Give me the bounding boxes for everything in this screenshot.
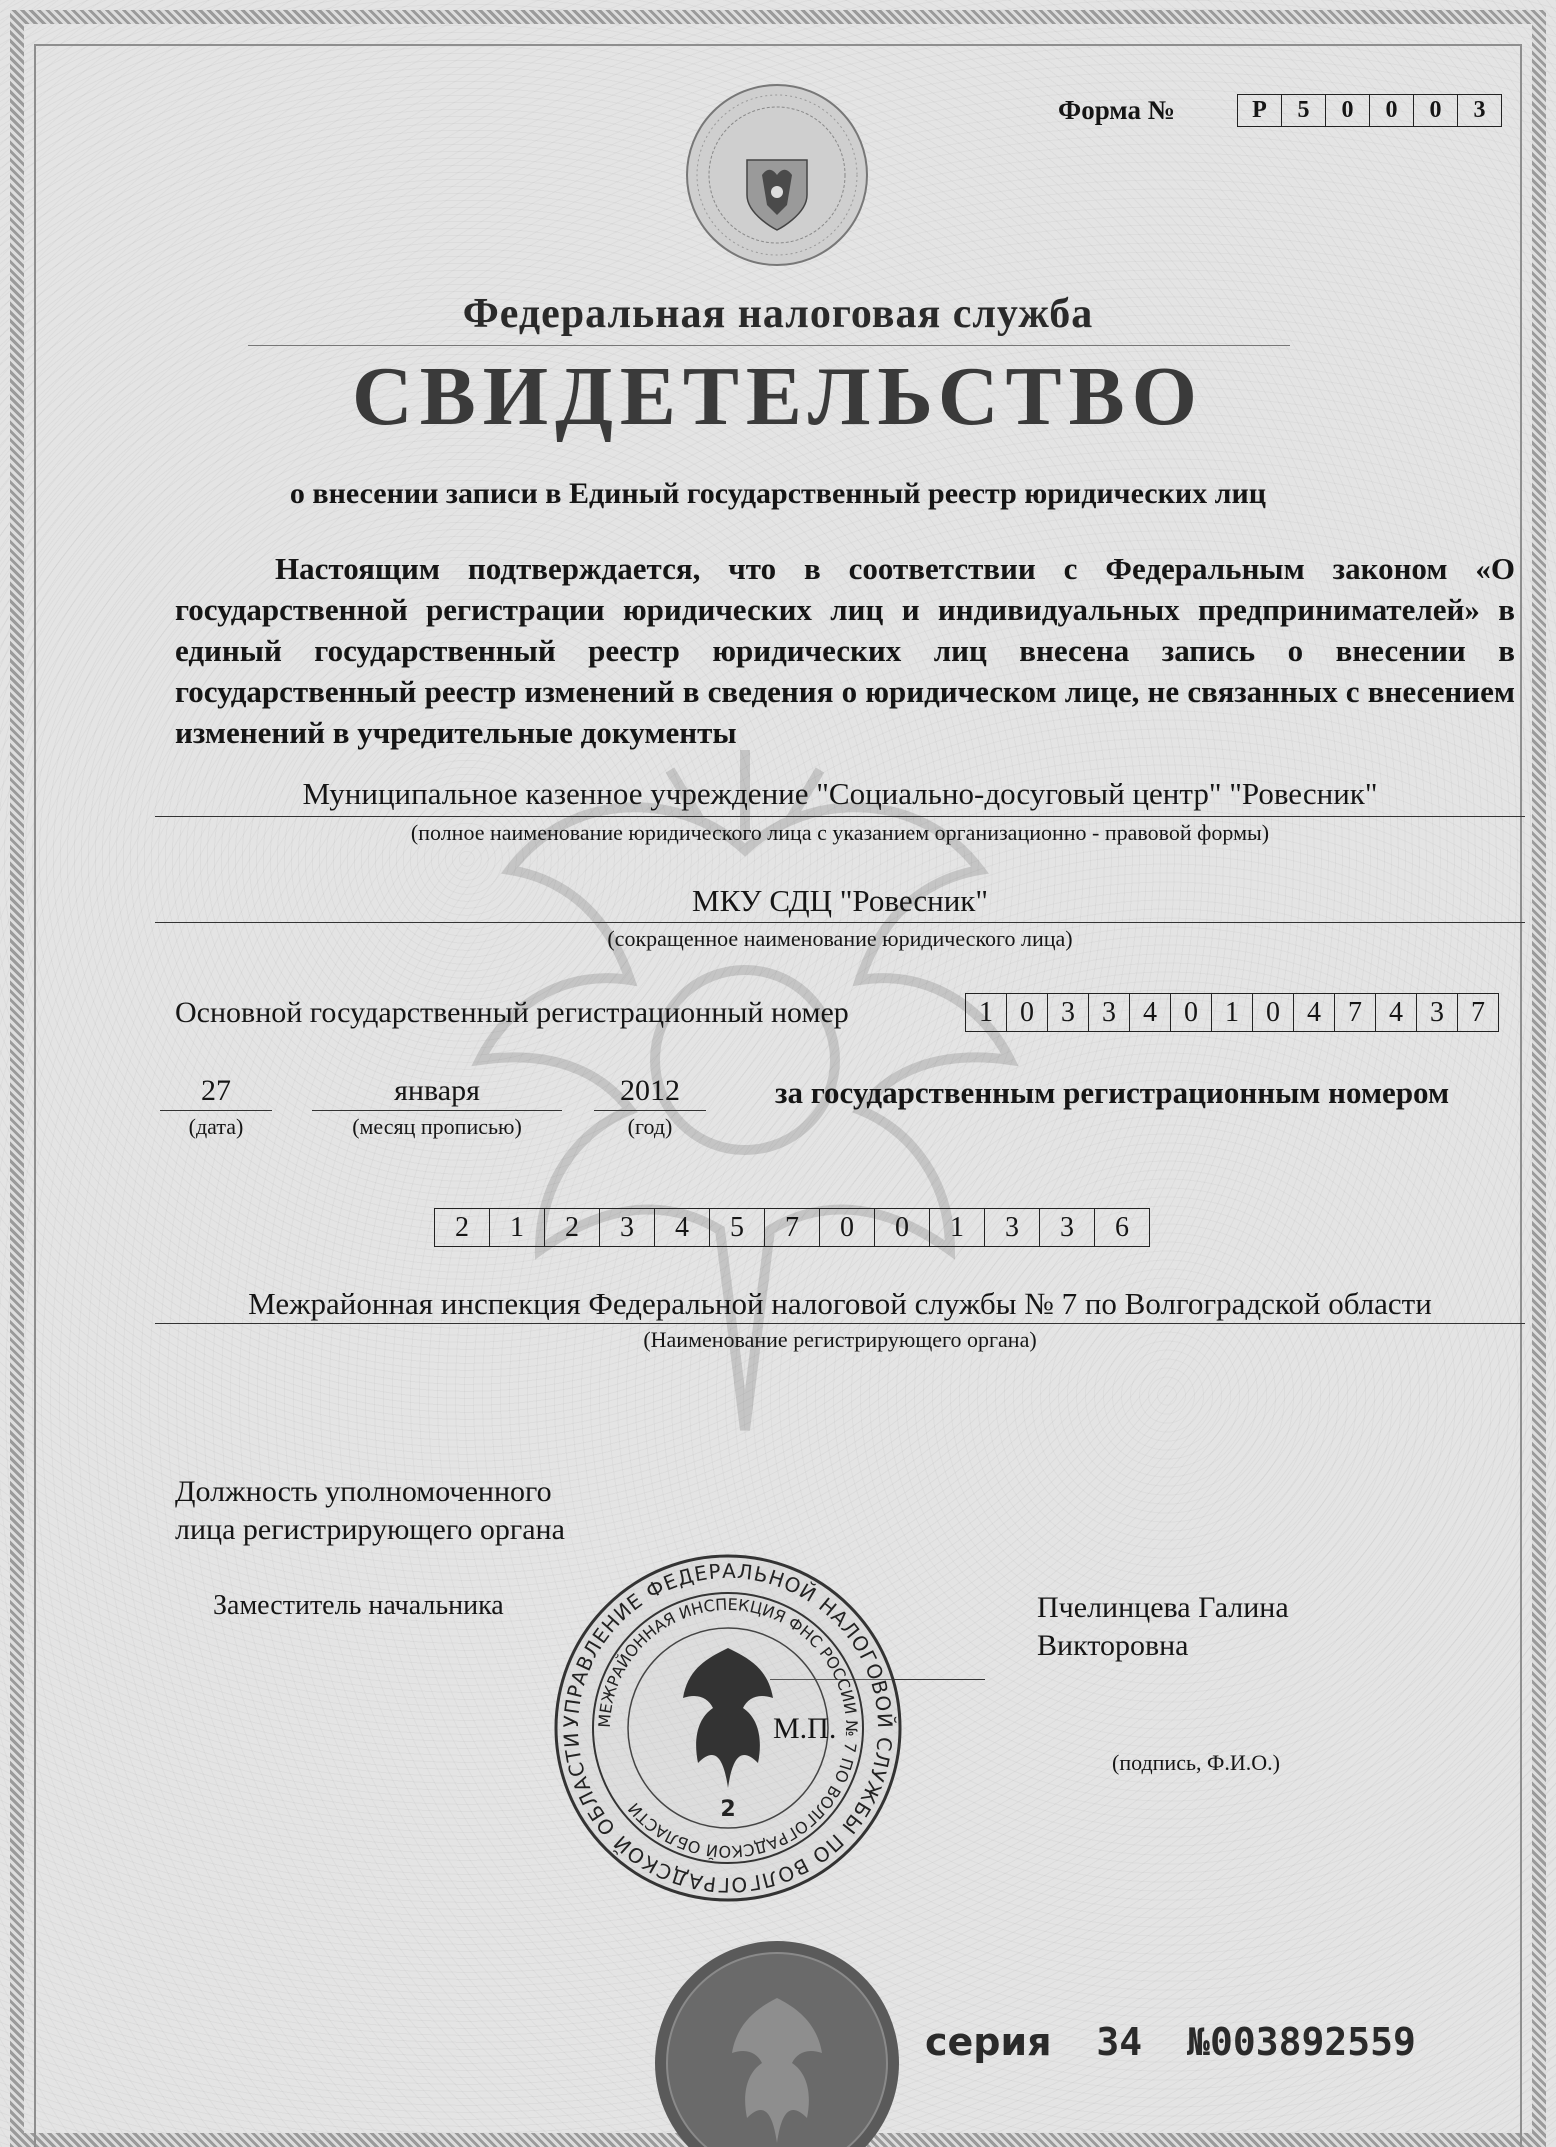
authority-line [155,1323,1525,1324]
ogrn-number [965,993,1499,1032]
entity-full-name: Муниципальное казенное учреждение "Социально-досуговый центр" "Ровесник" [302,776,1378,811]
authority-name: Межрайонная инспекция Федеральной налоговой службы № 7 по Волгоградской области [248,1286,1432,1321]
grn-digit: 2 [545,1208,600,1247]
signatory-name-line2: Викторовна [1037,1629,1189,1662]
day-line [160,1110,272,1111]
agency-underline [248,345,1290,346]
ogrn-digit: 3 [1048,993,1089,1032]
ogrn-digit: 1 [965,993,1007,1032]
grn-digit: 6 [1095,1208,1150,1247]
form-number-char: Р [1237,94,1282,127]
ogrn-digit: 1 [1212,993,1253,1032]
month-line [312,1110,562,1111]
year-hint: (год) [627,1114,673,1139]
form-label: Форма № [1058,95,1175,125]
authority-hint: (Наименование регистрирующего органа) [643,1327,1037,1352]
year-line [594,1110,706,1111]
ogrn-digit: 0 [1253,993,1294,1032]
grn-digit: 3 [985,1208,1040,1247]
reg-month: января [394,1074,480,1107]
form-number-char: 5 [1282,94,1326,127]
signatory-position: Заместитель начальника [213,1590,504,1621]
short-name-hint: (сокращенное наименование юридического лица) [607,926,1073,951]
certification-text: Настоящим подтверждается, что в соответствии с Федеральным законом «О государственной регистрации юридических лиц и индивидуальных предпринимателей» в единый государственный реестр юридических лиц внесена запись о внесении в государственный реестр изменений в сведения о юридическом лице, не связанных с внесением изменений в учредительные документы [175,551,1515,750]
full-name-hint: (полное наименование юридического лица с указанием организационно - правовой формы) [410,820,1270,845]
ogrn-digit: 4 [1130,993,1171,1032]
grn-number [434,1208,1150,1247]
stamp-inner-text: МЕЖРАЙОННАЯ ИНСПЕКЦИЯ ФНС РОССИИ № 7 ПО ВОЛГОГРАДСКОЙ ОБЛАСТИ [594,1594,862,1862]
grn-digit: 0 [820,1208,875,1247]
stamp-place-label: М.П. [773,1712,837,1745]
series-value: 34 [1096,2020,1143,2064]
document-subtitle: о внесении записи в Единый государственный реестр юридических лиц [289,477,1267,510]
month-hint: (месяц прописью) [352,1114,522,1139]
embossed-seal-icon [652,1938,902,2147]
reg-year: 2012 [620,1074,680,1107]
grn-digit: 4 [655,1208,710,1247]
grn-digit: 3 [600,1208,655,1247]
grn-digit: 1 [490,1208,545,1247]
position-label-line1: Должность уполномоченного [175,1475,552,1508]
grn-digit: 2 [434,1208,490,1247]
ogrn-digit: 4 [1294,993,1335,1032]
ogrn-digit: 0 [1171,993,1212,1032]
ogrn-label: Основной государственный регистрационный номер [175,996,849,1029]
emblem-icon [682,80,872,270]
document-title: СВИДЕТЕЛЬСТВО [352,350,1204,443]
ogrn-digit: 0 [1007,993,1048,1032]
ogrn-digit: 4 [1376,993,1417,1032]
grn-digit: 7 [765,1208,820,1247]
series-label: серия [925,2020,1052,2064]
stamp-outer-text: УПРАВЛЕНИЕ ФЕДЕРАЛЬНОЙ НАЛОГОВОЙ СЛУЖБЫ ПО ВОЛГОГРАДСКОЙ ОБЛАСТИ [558,1558,898,1898]
ogrn-digit: 3 [1089,993,1130,1032]
form-number [1237,94,1502,127]
form-number-char: 0 [1326,94,1370,127]
reg-number-label: за государственным регистрационным номером [775,1075,1450,1110]
ogrn-digit: 3 [1417,993,1458,1032]
grn-digit: 5 [710,1208,765,1247]
signatory-name-line1: Пчелинцева Галина [1037,1591,1289,1624]
entity-short-name: МКУ СДЦ "Ровесник" [692,883,988,918]
position-label-line2: лица регистрирующего органа [175,1513,565,1546]
form-number-char: 3 [1458,94,1502,127]
grn-digit: 3 [1040,1208,1095,1247]
full-name-line [155,816,1525,817]
grn-digit: 0 [875,1208,930,1247]
grn-digit: 1 [930,1208,985,1247]
ogrn-digit: 7 [1335,993,1376,1032]
form-number-char: 0 [1414,94,1458,127]
reg-day: 27 [201,1074,231,1107]
agency-name: Федеральная налоговая служба [462,291,1094,337]
blank-number: №003892559 [1187,2020,1416,2064]
stamp-center-number: 2 [720,1797,736,1822]
short-name-line [155,922,1525,923]
ogrn-digit: 7 [1458,993,1499,1032]
series-number [925,2020,1416,2064]
form-number-char: 0 [1370,94,1414,127]
official-stamp-icon [548,1548,908,1908]
day-hint: (дата) [188,1114,244,1139]
signature-hint: (подпись, Ф.И.О.) [1112,1750,1280,1775]
